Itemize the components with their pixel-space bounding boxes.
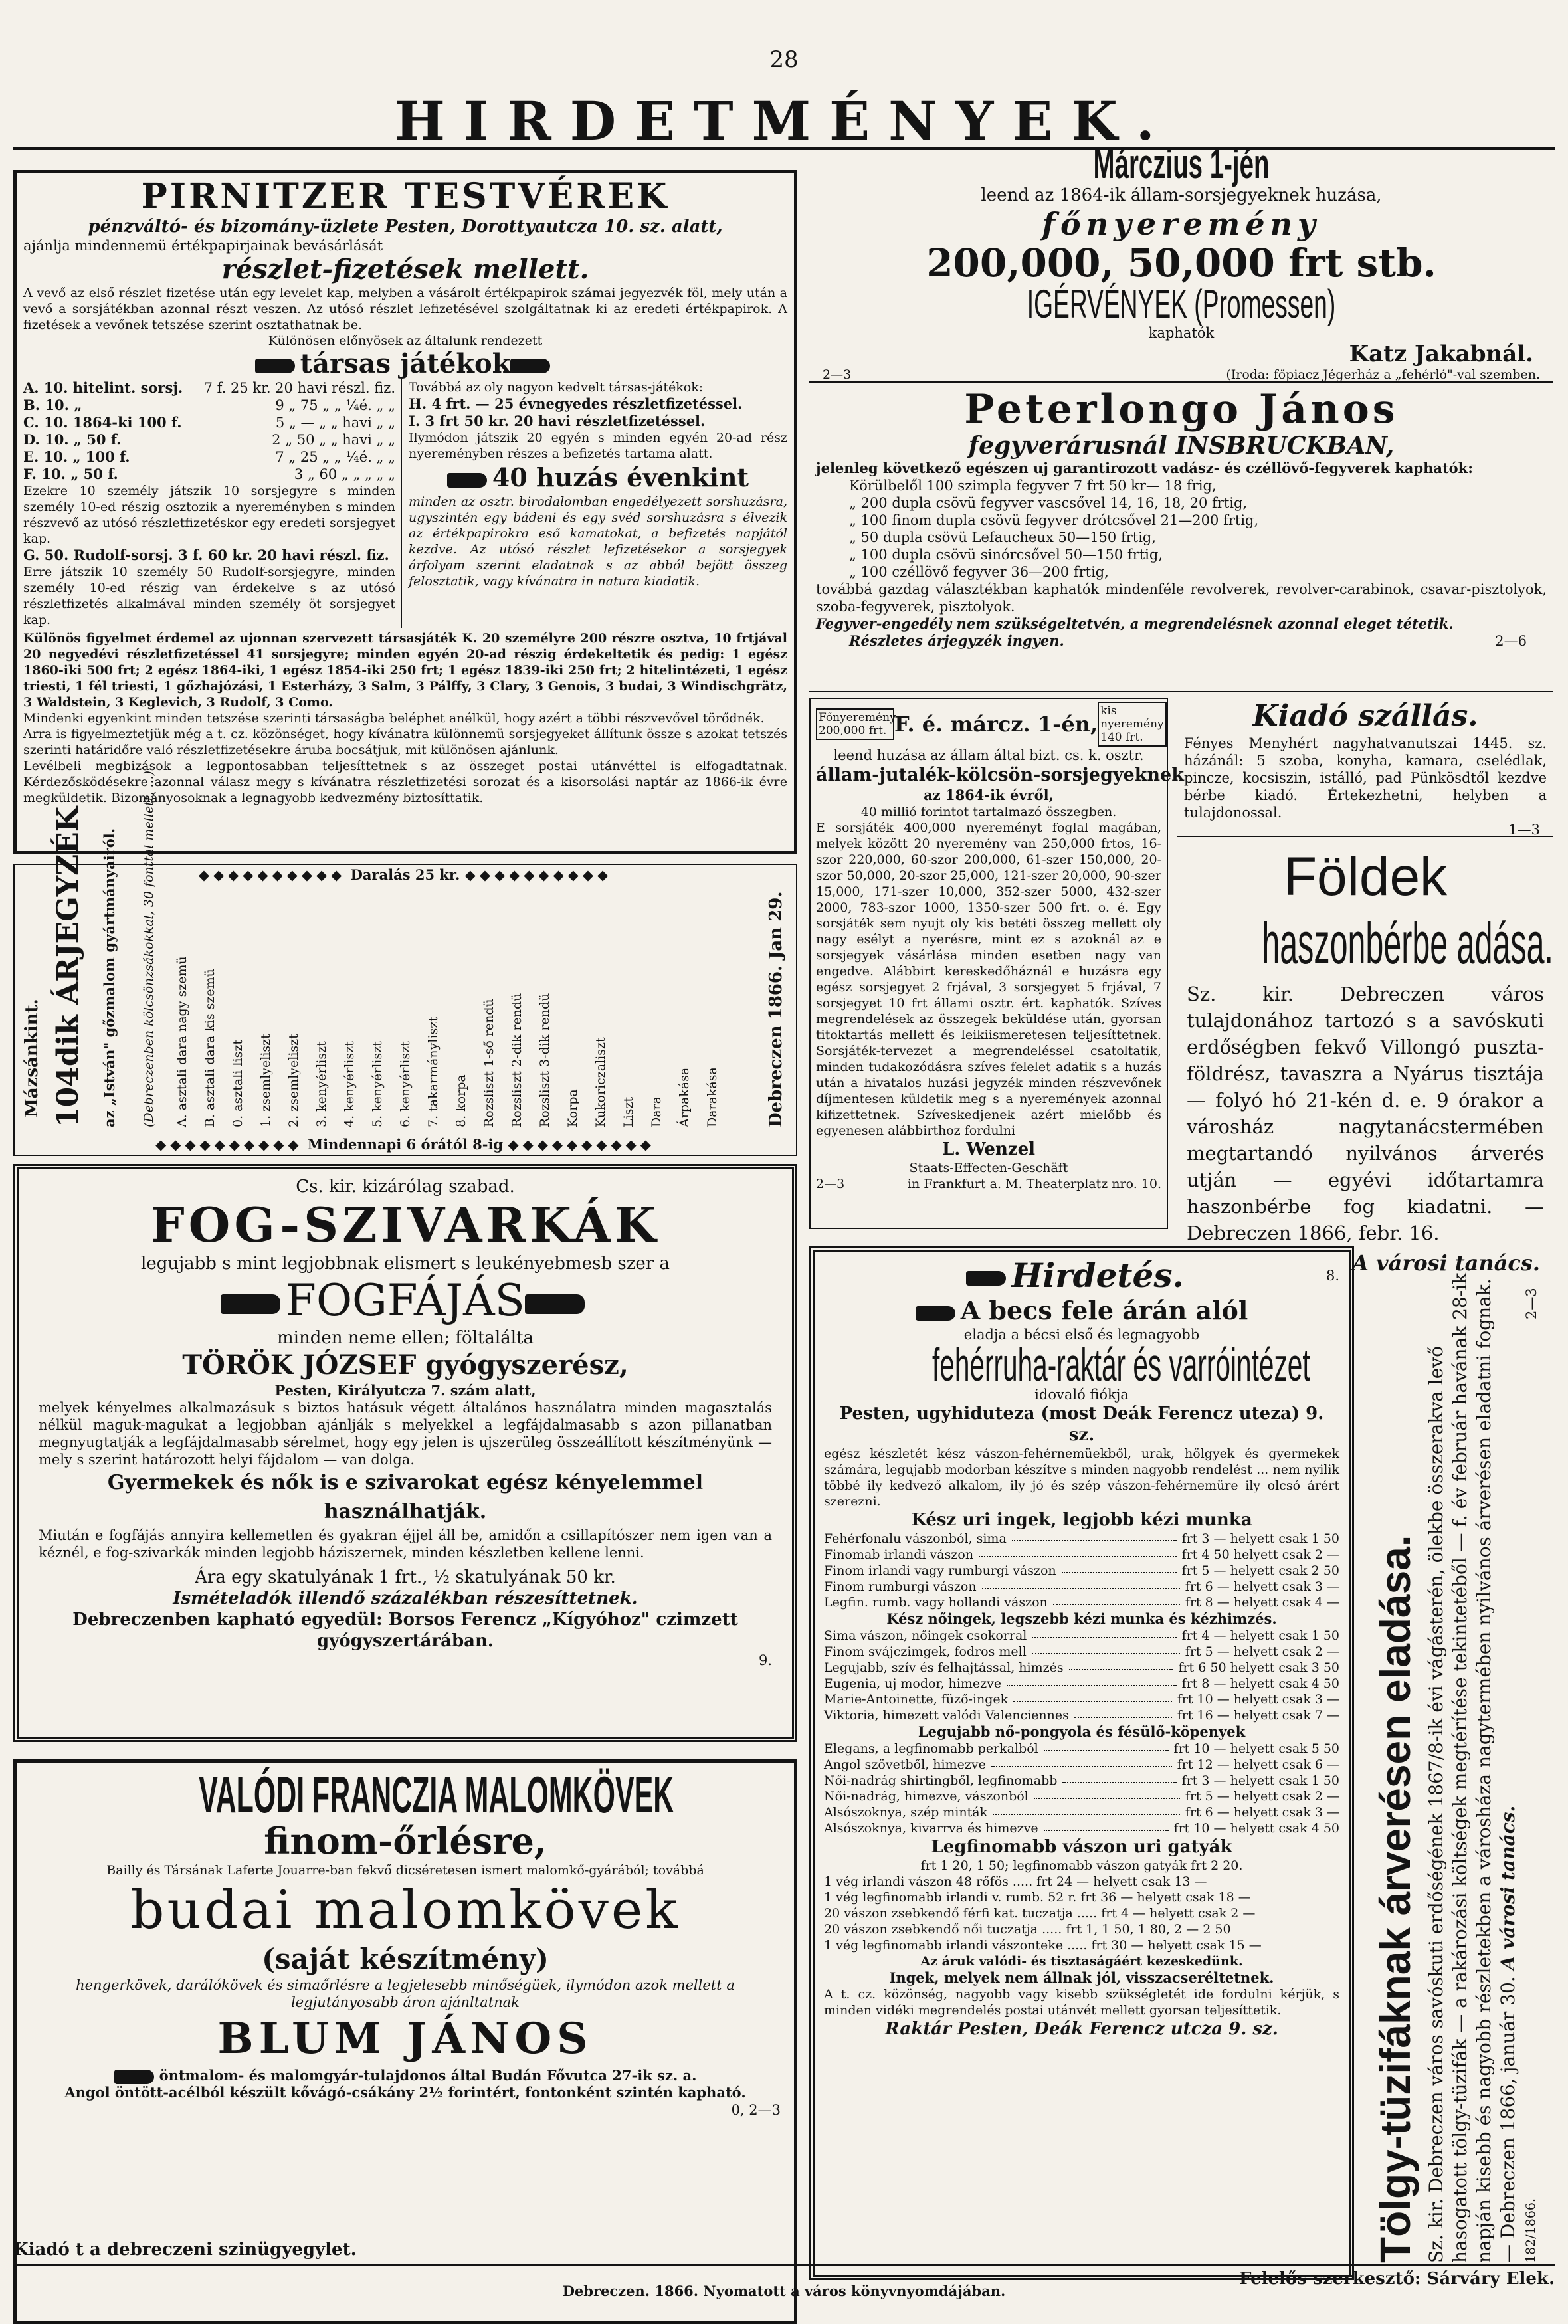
- price-item-amount: frt 6 — helyett csak 3 —: [1185, 1579, 1339, 1594]
- price-item-amount: frt 5 — helyett csak 2 50: [1181, 1563, 1339, 1578]
- marczius-ad: [809, 142, 1553, 383]
- pirnitzer-headline: részlet-fizetések mellett.: [221, 254, 589, 285]
- fog-place: Pesten, Királyutcza 7. szám alatt,: [274, 1382, 536, 1399]
- arjegyzek-footer: Debreczen 1866. Jan 29.: [766, 891, 786, 1127]
- game-row-g: G. 50. Rudolf-sorsj. 3 f. 60 kr. 20 havi részl. fiz.: [23, 547, 389, 563]
- pirnitzer-para1: A vevő az első részlet fizetése után egy levelet kap, melyben a vásárolt értékpapirok számai jegyezvék föl, mely után a vevő a sorsjátékban azonnal részt veszen. Az utósó részlet lefizetésével szolgáltatnak ki az eredeti értékpapirok. A fizetések a vevőnek tetszése szerint osztathatnak be.: [23, 286, 787, 332]
- marczius-line1: leend az 1864-ik állam-sorsjegyeknek huzása,: [981, 185, 1382, 205]
- dot-leader: [991, 1757, 1172, 1767]
- arjegyzek-title: 104dik ÁRJEGYZÉK: [51, 806, 85, 1127]
- price-row: [824, 1660, 1339, 1676]
- malom-footer: Angol öntött-acélból készült kővágó-csákány 2½ forintért, fontonként szintén kapható.: [64, 2084, 746, 2101]
- price-item-amount: frt 10 — helyett csak 4 50: [1173, 1821, 1339, 1836]
- price-item-name: Legfin. rumb. vagy hollandi vászon: [824, 1595, 1048, 1610]
- hirdetes-address: Pesten, ugyhiduteza (most Deák Ferencz uteza) 9. sz.: [839, 1404, 1324, 1445]
- games-title-text: társas játékok: [300, 348, 511, 379]
- arjegyzek-row: 4. kenyérliszt: [342, 1041, 357, 1127]
- pointing-hand-icon: [916, 1306, 955, 1321]
- price-row: [824, 1757, 1339, 1773]
- vaszon-row: 20 vászon zsebkendő férfi kat. tuczatja ..... frt 4 — helyett csak 2 —: [824, 1906, 1256, 1921]
- hirdetes-ad: [809, 1246, 1354, 2280]
- fog-line: minden neme ellen; föltalálta: [277, 1328, 534, 1348]
- page-number: 28: [769, 47, 799, 73]
- footer-rule: [13, 2264, 1555, 2266]
- game-row-c: C. 10. 1864-ki 100 f. 5 „ — „ „ havi „ „: [23, 414, 395, 431]
- fog-num: 9.: [758, 1652, 772, 1668]
- price-item-amount: frt 8 — helyett csak 4 50: [1181, 1676, 1339, 1691]
- dot-leader: [1034, 1789, 1180, 1799]
- peterlongo-more: továbbá gazdag választékban kaphatók mindenféle revolverek, revolver-carabinok, csavar-pisztolyok, szoba-fegyverek, pisztolyok.: [816, 581, 1547, 615]
- malom-company-sub: öntmalom- és malomgyár-tulajdonos által Budán Fővutca 27-ik sz. a.: [30, 2067, 781, 2084]
- arjegyzek-row: Liszt: [621, 1096, 636, 1127]
- price-item-amount: frt 12 — helyett csak 6 —: [1177, 1757, 1339, 1772]
- price-item-name: Finomab irlandi vászon: [824, 1547, 974, 1562]
- fog-body2: Miután e fogfájás annyira kellemetlen és gyakran éjjel áll be, amidőn a csillapítószer nem igen van a kéznél, e fog-szivarkák minden legjobb háziszernek, minden készletben kellene lenni.: [39, 1527, 772, 1561]
- arjegyzek-row: Dara: [649, 1096, 664, 1127]
- wenzel-right-box: kis nyeremény 140 frt.: [1098, 702, 1167, 747]
- price-item-name: Viktoria, himezett valódi Valenciennes: [824, 1708, 1069, 1723]
- game-row-d: D. 10. „ 50 f. 2 „ 50 „ „ havi „ „: [23, 431, 395, 448]
- vaszon-row: 1 vég irlandi vászon 48 rőfös ..... frt 24 — helyett csak 13 —: [824, 1874, 1207, 1889]
- price-item-name: Női-nadrág shirtingből, legfinomabb: [824, 1773, 1058, 1788]
- wenzel-left-box: Főnyeremény 200,000 frt.: [816, 708, 894, 740]
- fog-reseller: Ismételadók illendő százalékban részesíttetnek.: [173, 1589, 638, 1608]
- tolgy-body: Sz. kir. Debreczen város savóskuti erdőségének 1867/8-ik évi vágásterén, ölekbe összerakva levő hasogatott tölgy-tüzifák — a rakározási költségek megtérítése tekintetéből — f. év február havának 28-ik napján kisebb és nagyobb részletekben a városháza nagytermében nyilvános árverésen eladatni fognak. — Debreczen 1866, január 30. A városi tanács.: [1425, 1272, 1519, 2263]
- pirnitzer-para2: Különösen előnyösek az általunk rendezett: [268, 334, 543, 348]
- dot-leader: [1062, 1773, 1176, 1783]
- right-h: H. 4 frt. — 25 évnegyedes részletfizetéssel.: [409, 395, 743, 412]
- tolgy-sign: A városi tanács.: [1497, 1805, 1519, 1971]
- price-item-amount: frt 3 — helyett csak 1 50: [1181, 1773, 1339, 1788]
- price-row: [824, 1820, 1339, 1836]
- hirdetes-idovalo: idovaló fiókja: [1034, 1387, 1129, 1403]
- arjegyzek-row: Rozsliszt 2-dik rendü: [510, 993, 524, 1127]
- wenzel-sig: L. Wenzel: [941, 1139, 1036, 1159]
- price-item-name: Női-nadrág, himezve, vászonból: [824, 1789, 1029, 1804]
- peterlongo-item: Körülbelől 100 szimpla fegyver 7 frt 50 kr— 18 frig,: [849, 478, 1217, 494]
- tolgy-num: 2—3: [1523, 1288, 1539, 1319]
- price-item-name: Fehérfonalu vászonból, sima: [824, 1531, 1007, 1546]
- price-item-name: Alsószoknya, kivarrva és himezve: [824, 1821, 1038, 1836]
- peterlongo-intro: jelenleg következő egészen uj garantirozott vadász- és czéllövő-fegyverek kaphatók:: [816, 460, 1473, 476]
- hirdetes-note: Az áruk valódi- és tisztaságáért kezeskedünk.: [920, 1954, 1243, 1969]
- foldek-title2: haszonbérbe adása.: [1262, 910, 1553, 976]
- price-item-amount: frt 6 — helyett csak 3 —: [1185, 1805, 1339, 1820]
- right-intro: Továbbá az oly nagyon kedvelt társas-játékok:: [409, 380, 704, 395]
- malom-line: Bailly és Társának Laferte Jouarre-ban fekvő dicséretesen ismert malomkő-gyárából; továbbá: [106, 1863, 704, 1878]
- price-row: [824, 1692, 1339, 1707]
- tolgy-ad: [1363, 1246, 1553, 2280]
- pirnitzer-ad: [13, 170, 797, 854]
- dot-leader: [1012, 1531, 1177, 1541]
- pirnitzer-para3: Különös figyelmet érdemel az ujonnan szervezett társasjáték K. 20 személyre 200 részre osztva, 10 frtjával 20 negyedévi részletfizetéssel 41 sorsjegyre; minden egyén 20-ad részig érdekeltetik és pedig: 1 egész 1860-iki 500 frt; 2 egész 1864-iki, 1 egész 1854-iki 250 frt; 1 egész 1839-iki 250 frt; 2 hitelintézeti, 1 egész triesti, 1 fél triesti, 1 gőzhajózási, 1 Esterházy, 3 Salm, 3 Pálffy, 3 Clary, 3 Genois, 3 budai, 3 Windischgrätz, 3 Waldstein, 3 Keglevich, 3 Rudolf, 3 Como.: [23, 631, 787, 710]
- dot-leader: [1032, 1644, 1180, 1654]
- marczius-title: Márczius 1-jén: [1093, 142, 1270, 187]
- women-title: Kész nőingek, legszebb kézi munka és kézhimzés.: [886, 1610, 1277, 1627]
- malom-desc: hengerkövek, darálókövek és simaőrlésre a legjelesebb minőségüek, ilymódon azok mellett a legjutányosabb áron ajánltatnak: [76, 1977, 735, 2010]
- fog-title: FOG-SZIVARKÁK: [150, 1197, 660, 1253]
- peterlongo-item: „ 50 dupla csövü Lefaucheux 50—150 frtig,: [849, 530, 1157, 545]
- peterlongo-ad: [809, 387, 1553, 692]
- arjegyzek-row: 0. asztali liszt: [231, 1040, 245, 1127]
- pointing-hand-icon: [525, 1294, 585, 1314]
- right-banner: 40 huzás évenkint: [409, 462, 787, 494]
- arjegyzek-title2: az „István" gőzmalom gyártmányairól.: [101, 828, 118, 1127]
- kiado-body: Fényes Menyhért nagyhatvanutszai 1445. sz. házánál: 5 szoba, konyha, kamara, cselédlak, pincze, kocsiszin, istálló, pad Pünkösdtől kezdve bérbe kiadó. Értekezhetni, helyben a tulajdonossal.: [1184, 735, 1547, 821]
- game-row-b: B. 10. „ 9 „ 75 „ „ ¼é. „ „: [23, 397, 395, 413]
- malom-title: VALÓDI FRANCZIA MALOMKÖVEK: [199, 1765, 674, 1824]
- hirdetes-body: egész készletét kész vászon-fehérnemüekből, urak, hölgyek és gyermekek számára, legujabb modorban készítve s minden nagyobb rendelést ... nem nyilik többé ily kedvező alkalom, ily jó és szép vászon-fehérnemüre ily olcsó árért szerezni.: [824, 1446, 1339, 1509]
- dot-leader: [979, 1547, 1177, 1557]
- peterlongo-subtitle: fegyverárusnál INSBRUCKBAN,: [968, 432, 1395, 460]
- kiado-num: 1—3: [1508, 822, 1540, 838]
- foldek-title1: Földek: [1283, 846, 1448, 907]
- price-row: [824, 1579, 1339, 1595]
- malom-company: BLUM JÁNOS: [217, 2014, 593, 2064]
- malom-sub: finom-őrlésre,: [264, 1820, 547, 1862]
- printer-line: Debreczen. 1866. Nyomatott a város könyvnyomdájában.: [562, 2283, 1006, 2299]
- price-item-amount: frt 4 50 helyett csak 2 —: [1181, 1547, 1339, 1562]
- pirnitzer-subtitle: pénzváltó- és bizomány-üzlete Pesten, Dorottyautcza 10. sz. alatt,: [88, 217, 723, 237]
- dot-leader: [1032, 1628, 1176, 1638]
- peterlongo-item: „ 100 dupla csövü sinórcsővel 50—150 frtig,: [849, 547, 1163, 563]
- price-row: [824, 1563, 1339, 1579]
- wenzel-title: állam-jutalék-kölcsön-sorsjegyeknek: [816, 765, 1184, 785]
- gaty-text: frt 1 20, 1 50; legfinomabb vászon gatyák frt 2 20.: [920, 1858, 1243, 1873]
- price-item-amount: frt 5 — helyett csak 2 —: [1185, 1789, 1339, 1804]
- arjegyzek-row: 8. korpa: [454, 1074, 468, 1127]
- hirdetes-big: fehérruha-raktár és varróintézet: [931, 1339, 1310, 1391]
- wenzel-date: F. é. márcz. 1-én,: [894, 712, 1098, 737]
- arjegyzek-row: 5. kenyérliszt: [370, 1041, 385, 1127]
- dot-leader: [1044, 1820, 1169, 1831]
- hirdetes-shop: Raktár Pesten, Deák Ferencz utcza 9. sz.: [885, 2019, 1278, 2039]
- price-item-amount: frt 10 — helyett csak 5 50: [1173, 1741, 1339, 1756]
- price-row: [824, 1773, 1339, 1789]
- price-row: [824, 1595, 1339, 1610]
- price-item-amount: frt 8 — helyett csak 4 —: [1185, 1595, 1339, 1610]
- tolgy-ref: 182/1866.: [1523, 2198, 1538, 2263]
- pirnitzer-left-col: [23, 379, 402, 628]
- pointing-hand-icon: [114, 2070, 154, 2084]
- arjegyzek-side: Mázsánkint.: [22, 999, 42, 1117]
- pointing-hand-icon: [255, 359, 295, 373]
- men-title: Kész uri ingek, legjobb kézi munka: [911, 1510, 1252, 1530]
- dot-leader: [1053, 1595, 1180, 1605]
- game-row-a: A. 10. hitelint. sorsj. 7 f. 25 kr. 20 havi részl. fiz.: [23, 379, 395, 396]
- dot-leader: [1069, 1660, 1173, 1670]
- marczius-main: főnyeremény: [1042, 206, 1321, 242]
- fog-top: Cs. kir. kizárólag szabad.: [296, 1177, 515, 1197]
- gaty-title: Legfinomabb vászon uri gatyák: [931, 1837, 1232, 1857]
- price-item-amount: frt 4 — helyett csak 1 50: [1181, 1628, 1339, 1643]
- pirnitzer-para6: Levélbeli megbizások a legpontosabban teljesíttetnek s az összeget postai utánvéttel is elfogadtatnak. Kérdezősködésekre azonnal válasz megy s kívánatra részletfizetési sorozat és a kisorsolási naptár az 1866-ik évre megküldetik. Bizományosoknak a legnagyobb kedvezmény biztosíttatik.: [23, 759, 787, 805]
- footer-right: Felelős szerkesztő: Sárváry Elek.: [1239, 2269, 1555, 2289]
- left-para: Ezekre 10 személy játszik 10 sorsjegyre s minden személy 10-ed részig osztozik a nyereményben s minden részvevő az utósó részletfizetéskor egy eredeti sorsjegyet kap.: [23, 484, 395, 546]
- peterlongo-title: Peterlongo János: [964, 386, 1399, 433]
- dot-leader: [982, 1579, 1180, 1589]
- arjegyzek-row: Árpakása: [677, 1067, 692, 1127]
- fog-price: Ára egy skatulyának 1 frt., ½ skatulyának 50 kr.: [195, 1567, 616, 1587]
- hirdetes-num: 8.: [1325, 1268, 1339, 1284]
- wenzel-sig2: Staats-Effecten-Geschäft: [909, 1161, 1068, 1175]
- price-row: [824, 1676, 1339, 1692]
- hirdetes-title: Hirdetés.: [1011, 1256, 1184, 1295]
- wenzel-sig3: in Frankfurt a. M. Theaterplatz nro. 10.: [907, 1177, 1161, 1191]
- arjegyzek-row: Rozsliszt 1-ső rendü: [482, 999, 496, 1127]
- pointing-hand-icon: [447, 473, 487, 488]
- malom-num: 0, 2—3: [731, 2102, 781, 2118]
- wenzel-year: az 1864-ik évről,: [924, 787, 1054, 803]
- fog-sub: legujabb s mint legjobbnak elismert s leukényebmesb szer a: [141, 1254, 670, 1274]
- peterlongo-note2: Részletes árjegyzék ingyen.: [849, 632, 1064, 649]
- arjegyzek-row: 6. kenyérliszt: [398, 1041, 413, 1127]
- price-item-name: Marie-Antoinette, füző-ingek: [824, 1692, 1009, 1707]
- vaszon-row: 1 vég legfinomabb irlandi v. rumb. 52 r. frt 36 — helyett csak 18 —: [824, 1890, 1251, 1905]
- pirnitzer-intro: ajánlja mindennemü értékpapirjainak bevásárlását: [23, 238, 383, 254]
- marczius-promessen: IGÉRVÉNYEK (Promessen): [1027, 282, 1336, 326]
- price-item-name: Angol szövetből, himezve: [824, 1757, 986, 1772]
- game-row-f: F. 10. „ 50 f. 3 „ 60 „ „ „ „ „: [23, 466, 395, 482]
- price-item-amount: frt 16 — helyett csak 7 —: [1177, 1708, 1339, 1723]
- arjegyzek-banner-bottom: ◆◆◆◆◆◆◆◆◆◆ Mindennapi 6 órától 8-ig ◆◆◆◆◆◆◆◆◆◆: [155, 1136, 655, 1153]
- fog-ad: [13, 1164, 797, 1742]
- pirnitzer-title: PIRNITZER TESTVÉREK: [141, 176, 670, 217]
- wenzel-num: 2—3: [816, 1177, 845, 1191]
- dot-leader: [1013, 1692, 1172, 1702]
- arjegyzek-row: 3. kenyérliszt: [314, 1041, 329, 1127]
- hirdetes-note2: Ingek, melyek nem állnak jól, visszacseréltetnek.: [889, 1969, 1274, 1986]
- wenzel-ad: [809, 698, 1184, 1229]
- arjegyzek-note: (Debreczenben kölcsönzsákokkal, 30 fonttal mellett, ...): [142, 770, 156, 1127]
- peterlongo-num: 2—6: [1495, 633, 1527, 649]
- hirdetes-note3: A t. cz. közönség, nagyobb vagy kisebb szükségletét ide fordulni kérjük, s minden vidéki megrendelés postai utánvét mellett gyorsan teljesíttetik.: [824, 1987, 1339, 2018]
- dot-leader: [1074, 1707, 1172, 1718]
- price-row: [824, 1628, 1339, 1644]
- pointing-hand-icon: [510, 359, 550, 373]
- price-item-amount: frt 6 50 helyett csak 3 50: [1178, 1660, 1339, 1675]
- wenzel-line2: 40 millió forintot tartalmazó összegben.: [860, 805, 1117, 819]
- arjegyzek-row: 2. zsemlyeliszt: [286, 1034, 301, 1127]
- vaszon-row: 20 vászon zsebkendő női tuczatja ..... frt 1, 1 50, 1 80, 2 — 2 50: [824, 1922, 1231, 1937]
- arjegyzek-row: Rozsliszt 3-dik rendü: [538, 993, 552, 1127]
- dot-leader: [1044, 1741, 1169, 1751]
- marczius-iroda: (Iroda: főpiacz Jégerház a „fehérló"-val szemben.: [1226, 367, 1540, 382]
- fog-body: melyek kényelmes alkalmazásuk s biztos hatásuk végett általános használatra minden magasztalás nélkül maguk-magukat a legjobban ajánlják s melyekkel a legfájdalmasabb s azon pillanatban megnyugtatják a legfájdalmasabb sérelmet, hogy egy jelen is ujszerüleg összeállított készítményünk — mely s szerint határozott helyi fájdalom — van dolga.: [39, 1400, 772, 1468]
- hirdetes-sub: eladja a bécsi első és legnagyobb: [963, 1327, 1200, 1343]
- foldek-sign: A városi tanács.: [1352, 1250, 1540, 1276]
- fog-pharm: TÖRÖK JÓZSEF gyógyszerész,: [182, 1349, 629, 1381]
- arjegyzek-row: Kukoriczaliszt: [593, 1037, 608, 1127]
- kiado-title: Kiadó szállás.: [1252, 699, 1478, 733]
- tolgy-big: Tölgy-tüzifáknak árverésen eladása.: [1371, 1535, 1419, 2263]
- pirnitzer-games-title: [23, 349, 787, 379]
- peterlongo-item: „ 100 finom dupla csövü fegyver drótcsővel 21—200 frtig,: [849, 512, 1259, 528]
- arjegyzek-row: Korpa: [565, 1089, 580, 1127]
- wenzel-line1: leend huzása az állam által bizt. cs. k. osztr.: [833, 747, 1144, 763]
- dot-leader: [1062, 1563, 1177, 1573]
- wenzel-body: E sorsjáték 400,000 nyereményt foglal magában, melyek között 20 nyeremény van 250,000 frtos, 16-szor 220,000, 60-szor 200,000, 61-szer 150,000, 20-szor 50,000, 20-szor 25,000, 121-szer 20,000, 90-szer 15,000, 171-szer 10,000, 352-szer 5000, 432-szer 2000, 783-szor 1000, 1350-szer 500 frt. o. é. Egy sorsjáték sem nyujt oly kis betéti összeg mellett oly nagy esélyt a nyerésre, mint ez s azoknál az e sorsjegyek vásárlása minden esetben nagy van engedve. Alábbirt kereskedőháznál e huzásra egy egész sorsjegyet 2 frjával, 3 sorsjegyet 5 frjával, 7 sorsjegyet 10 frt állami osztr. ért. kaphatók. Szíves megrendelések az összegek beküldése után, gyorsan titoktartás mellett és leikiismeretesen teljesíttetnek. Sorsjáték-tervezet a megrendeléssel csatoltatik, minden tudakozódásra szíves felelet adatik s a huzás után a hivatalos huzási jegyzék minden részvevőnek díjmentesen küldetik meg s a nyeremények azonnal kifizettetnek. Szíveskedjenek azért mielőbb és egyenesen alábbirthoz fordulni: [816, 821, 1161, 1138]
- price-item-amount: frt 5 — helyett csak 2 —: [1185, 1644, 1339, 1659]
- men-rows: [824, 1531, 1339, 1610]
- price-item-name: Finom irlandi vagy rumburgi vászon: [824, 1563, 1056, 1578]
- fog-big-row: [39, 1274, 772, 1327]
- foldek-ad: [1177, 844, 1553, 1276]
- game-row-e: E. 10. „ 100 f. 7 „ 25 „ „ ¼é. „ „: [23, 448, 395, 465]
- price-row: [824, 1707, 1339, 1723]
- fog-banner: Gyermekek és nők is e szivarokat egész kényelemmel használhatják.: [107, 1471, 704, 1523]
- right-para2: minden az osztr. birodalomban engedélyezett sorshuzásra, ugyszintén egy bádeni és egy svéd sorshuzásra s élvezik az értékpapirokra eső kamatokat, a befizetés napjától kezdve. Az utósó részlet lefizetésekor a sorsjegyek árfolyam szerint eladatnak s az abból bejött összeg felosztatik, vagy kívánatra in natura kiadatik.: [409, 494, 787, 589]
- malom-own: (saját készítmény): [262, 1943, 549, 1975]
- price-item-name: Legujabb, szív és felhajtással, himzés: [824, 1660, 1064, 1675]
- left-para2: Erre játszik 10 személy 50 Rudolf-sorsjegyre, minden személy 10-ed részig van érdekelve s az utósó részletfizetés alkalmával minden személy öt sorsjegyet kap.: [23, 565, 395, 627]
- fog-debr: Debreczenben kapható egyedül: Borsos Ferencz „Kígyóhoz" czimzett gyógyszertárában.: [72, 1610, 738, 1651]
- dot-leader: [1007, 1676, 1177, 1686]
- vaszon-row: 1 vég legfinomabb irlandi vászonteke ..... frt 30 — helyett csak 15 —: [824, 1938, 1262, 1953]
- peterlongo-item: „ 100 czéllövő fegyver 36—200 frtig,: [849, 564, 1109, 580]
- arjegyzek-row: A. asztali dara nagy szemü: [175, 956, 189, 1127]
- women-rows: [824, 1628, 1339, 1723]
- price-row: [824, 1531, 1339, 1547]
- price-item-name: Eugenia, uj modor, himezve: [824, 1676, 1002, 1691]
- right-i: I. 3 frt 50 kr. 20 havi részletfizetéssel.: [409, 413, 706, 429]
- pirnitzer-para5: Arra is figyelmeztetjük még a t. cz. közönséget, hogy kívánatra különnemü sorsjegyeket állítunk össze s azokat tetszés szerinti határidőre való részletfizetésekre áruba bocsátjuk, mit különösen ajánlunk.: [23, 727, 787, 757]
- kiado-ad: [1177, 698, 1553, 837]
- pirnitzer-para4: Mindenki egyenkint minden tetszése szerinti társaságba beléphet anélkül, hogy azért a többi részvevővel törődnék.: [23, 711, 765, 726]
- marczius-company: Katz Jakabnál.: [1349, 341, 1533, 367]
- peterlongo-item: „ 200 dupla csövü fegyver vascsővel 14, 16, 18, 20 frtig,: [849, 495, 1248, 511]
- price-item-name: Finom rumburgi vászon: [824, 1579, 977, 1594]
- fog-big: FOGFÁJÁS: [286, 1275, 525, 1326]
- malom-big: budai malomkövek: [130, 1879, 680, 1941]
- pirnitzer-right-col: [409, 379, 787, 628]
- footer-left: Kiadó t a debreczeni szinügyegylet.: [13, 2240, 357, 2260]
- price-item-amount: frt 10 — helyett csak 3 —: [1177, 1692, 1339, 1707]
- price-item-name: Sima vászon, nőingek csokorral: [824, 1628, 1027, 1643]
- price-item-name: Alsószoknya, szép minták: [824, 1805, 988, 1820]
- arjegyzek-banner-top: ◆◆◆◆◆◆◆◆◆◆ Daralás 25 kr. ◆◆◆◆◆◆◆◆◆◆: [198, 866, 613, 883]
- pointing-hand-icon: [221, 1294, 280, 1314]
- right-para: Ilymódon játszik 20 egyén s minden egyén 20-ad rész nyereményben részes a befizetés tartama alatt.: [409, 431, 787, 461]
- dot-leader: [993, 1804, 1180, 1815]
- hirdetes-headline: A becs fele árán alól: [824, 1296, 1339, 1326]
- arjegyzek-row: 7. takarmányliszt: [426, 1017, 441, 1127]
- price-item-name: Finom svájczimgek, fodros mell: [824, 1644, 1027, 1659]
- price-row: [824, 1644, 1339, 1660]
- section-header: HIRDETMÉNYEK.: [395, 90, 1173, 152]
- peterlongo-note1: Fegyver-engedély nem szükségeltetvén, a megrendelésnek azonnal eleget tétetik.: [816, 615, 1454, 632]
- arjegyzek-row: B. asztali dara kis szemü: [203, 969, 217, 1127]
- petti-rows: [824, 1741, 1339, 1836]
- price-row: [824, 1789, 1339, 1804]
- price-item-amount: frt 3 — helyett csak 1 50: [1181, 1531, 1339, 1546]
- arjegyzek-row: Darakása: [705, 1067, 720, 1127]
- marczius-num: 2—3: [823, 367, 852, 382]
- price-row: [824, 1547, 1339, 1563]
- pointing-hand-icon: [966, 1271, 1006, 1286]
- marczius-amount: 200,000, 50,000 frt stb.: [926, 241, 1436, 286]
- price-item-name: Elegans, a legfinomabb perkalból: [824, 1741, 1038, 1756]
- price-row: [824, 1741, 1339, 1757]
- arjegyzek-row: 1. zsemlyeliszt: [258, 1034, 273, 1127]
- foldek-body: Sz. kir. Debreczen város tulajdonához tartozó s a savóskuti erdőségben fekvő Villongó puszta-földrész, tavaszra a Nyárus tisztája — folyó hó 21-kén d. e. 9 órakor a városház nagytanácstermében megtartandó nyilvános árverés utján — egyévi időtartamra haszonbérbe fog kiadatni. — Debreczen 1866, febr. 16.: [1187, 983, 1544, 1244]
- marczius-kaphatok: kaphatók: [1148, 325, 1215, 341]
- petti-title: Legujabb nő-pongyola és fésülő-köpenyek: [918, 1723, 1246, 1740]
- price-row: [824, 1804, 1339, 1820]
